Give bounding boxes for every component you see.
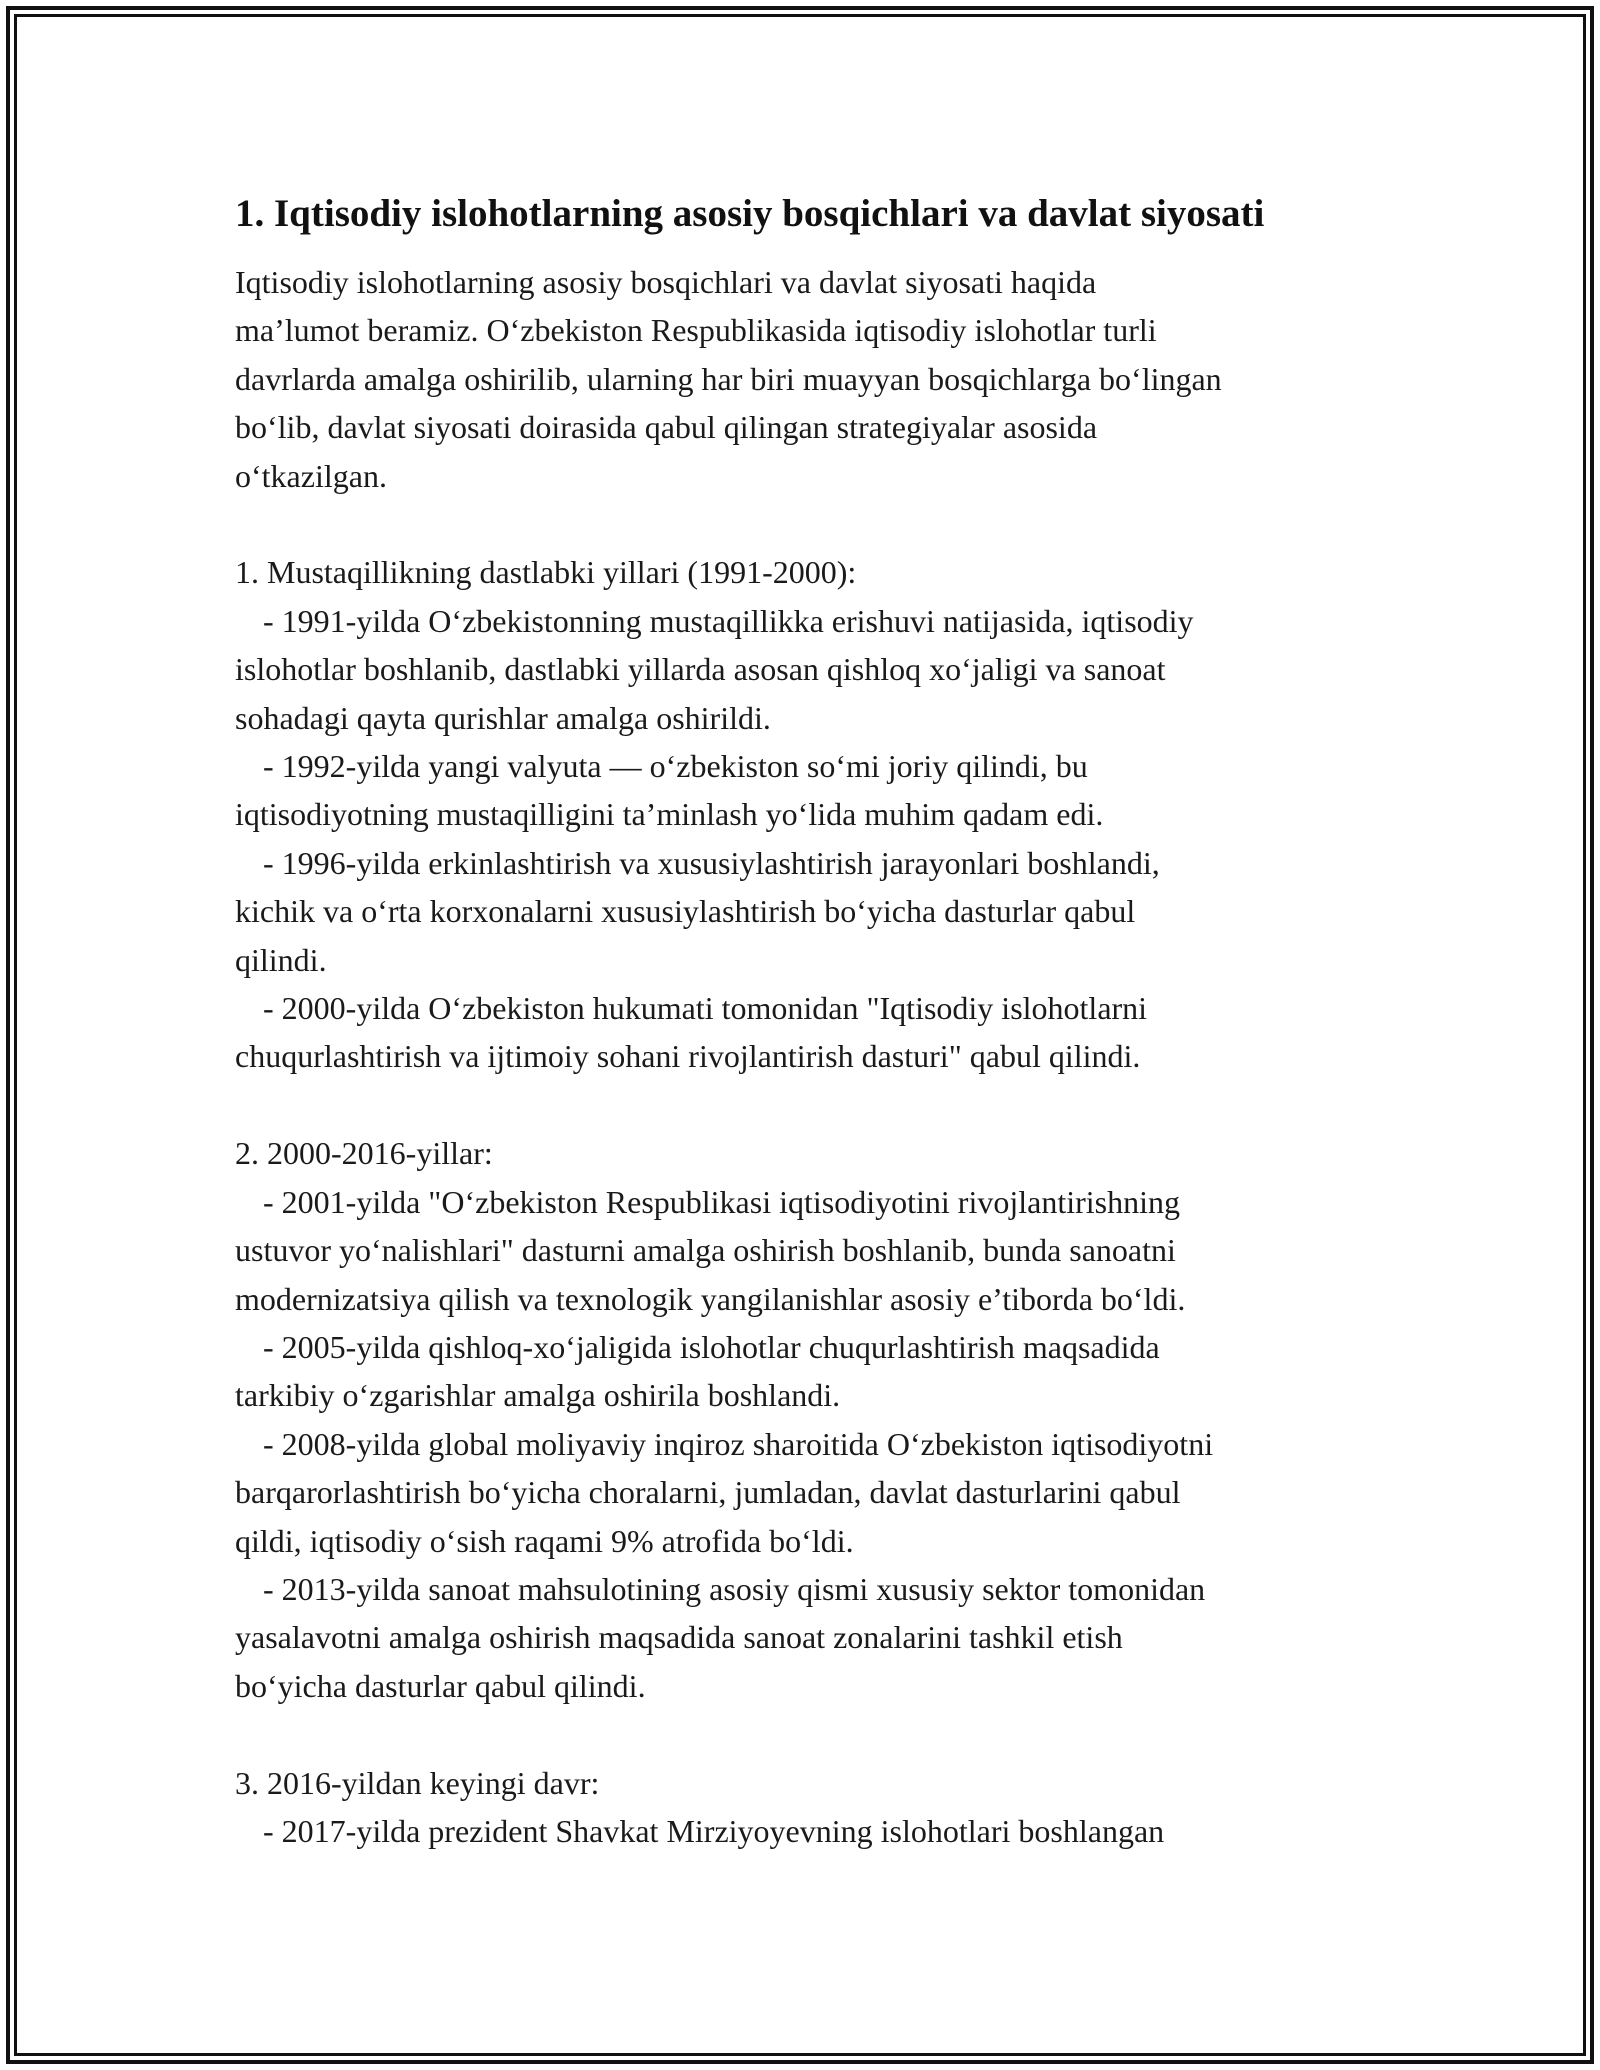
- intro-line: bo‘lib, davlat siyosati doirasida qabul qilingan strategiyalar asosida: [235, 409, 1098, 446]
- bullet-line: ustuvor yo‘nalishlari" dasturni amalga oshirish boshlanib, bunda sanoatni: [235, 1232, 1176, 1269]
- bullet-line: kichik va o‘rta korxonalarni xususiylashtirish bo‘yicha dasturlar qabul: [235, 893, 1136, 930]
- intro-line: davrlarda amalga oshirilib, ularning har biri muayyan bosqichlarga bo‘lingan: [235, 360, 1222, 397]
- spacer: [235, 500, 1395, 548]
- intro-paragraph: [235, 258, 1395, 500]
- bullet-line: qilindi.: [235, 941, 327, 978]
- spacer: [235, 1081, 1395, 1129]
- bullet-first-line: - 2008-yilda global moliyaviy inqiroz sharoitida O‘zbekiston iqtisodiyotni: [263, 1425, 1214, 1462]
- section-2000-2016: [235, 1129, 1395, 1710]
- document-body: [235, 188, 1395, 1855]
- bullet-line: bo‘yicha dasturlar qabul qilindi.: [235, 1667, 646, 1704]
- bullet-first-line: - 2005-yilda qishloq-xo‘jaligida islohotlar chuqurlashtirish maqsadida: [263, 1328, 1160, 1365]
- bullet-line: qildi, iqtisodiy o‘sish raqami 9% atrofida bo‘ldi.: [235, 1522, 854, 1559]
- bullet-first-line: - 2001-yilda "O‘zbekiston Respublikasi iqtisodiyotini rivojlantirishning: [263, 1183, 1180, 1220]
- bullet-first-line: - 2017-yilda prezident Shavkat Mirziyoyevning islohotlari boshlangan: [263, 1812, 1165, 1849]
- bullet-first-line: - 1991-yilda O‘zbekistonning mustaqillikka erishuvi natijasida, iqtisodiy: [263, 602, 1194, 639]
- bullet-first-line: - 1992-yilda yangi valyuta — o‘zbekiston so‘mi joriy qilindi, bu: [263, 748, 1088, 785]
- bullet-line: iqtisodiyotning mustaqilligini ta’minlash yo‘lida muhim qadam edi.: [235, 796, 1104, 833]
- section-independence-years: [235, 548, 1395, 1080]
- bullet-line: tarkibiy o‘zgarishlar amalga oshirila boshlandi.: [235, 1377, 841, 1414]
- section-title: 1. Mustaqillikning dastlabki yillari (1991-2000):: [235, 554, 857, 591]
- section-title: 2. 2000-2016-yillar:: [235, 1135, 493, 1172]
- section-title: 3. 2016-yildan keyingi davr:: [235, 1764, 600, 1801]
- intro-line: ma’lumot beramiz. O‘zbekiston Respublikasida iqtisodiy islohotlar turli: [235, 312, 1157, 349]
- bullet-line: barqarorlashtirish bo‘yicha choralarni, jumladan, davlat dasturlarini qabul: [235, 1474, 1181, 1511]
- bullet-first-line: - 1996-yilda erkinlashtirish va xususiylashtirish jarayonlari boshlandi,: [263, 844, 1160, 881]
- section-after-2016: [235, 1759, 1395, 1856]
- bullet-line: islohotlar boshlanib, dastlabki yillarda asosan qishloq xo‘jaligi va sanoat: [235, 651, 1166, 688]
- bullet-line: modernizatsiya qilish va texnologik yangilanishlar asosiy e’tiborda bo‘ldi.: [235, 1280, 1186, 1317]
- bullet-line: yasalavotni amalga oshirish maqsadida sanoat zonalarini tashkil etish: [235, 1619, 1123, 1656]
- bullet-line: chuqurlashtirish va ijtimoiy sohani rivojlantirish dasturi" qabul qilindi.: [235, 1038, 1141, 1075]
- bullet-first-line: - 2013-yilda sanoat mahsulotining asosiy qismi xususiy sektor tomonidan: [263, 1570, 1206, 1607]
- intro-line: Iqtisodiy islohotlarning asosiy bosqichlari va davlat siyosati haqida: [235, 264, 1097, 300]
- bullet-line: sohadagi qayta qurishlar amalga oshirildi.: [235, 699, 771, 736]
- intro-line: o‘tkazilgan.: [235, 457, 387, 494]
- document-heading: 1. Iqtisodiy islohotlarning asosiy bosqichlari va davlat siyosati: [235, 192, 1265, 235]
- spacer: [235, 1710, 1395, 1758]
- bullet-first-line: - 2000-yilda O‘zbekiston hukumati tomonidan "Iqtisodiy islohotlarni: [263, 990, 1148, 1027]
